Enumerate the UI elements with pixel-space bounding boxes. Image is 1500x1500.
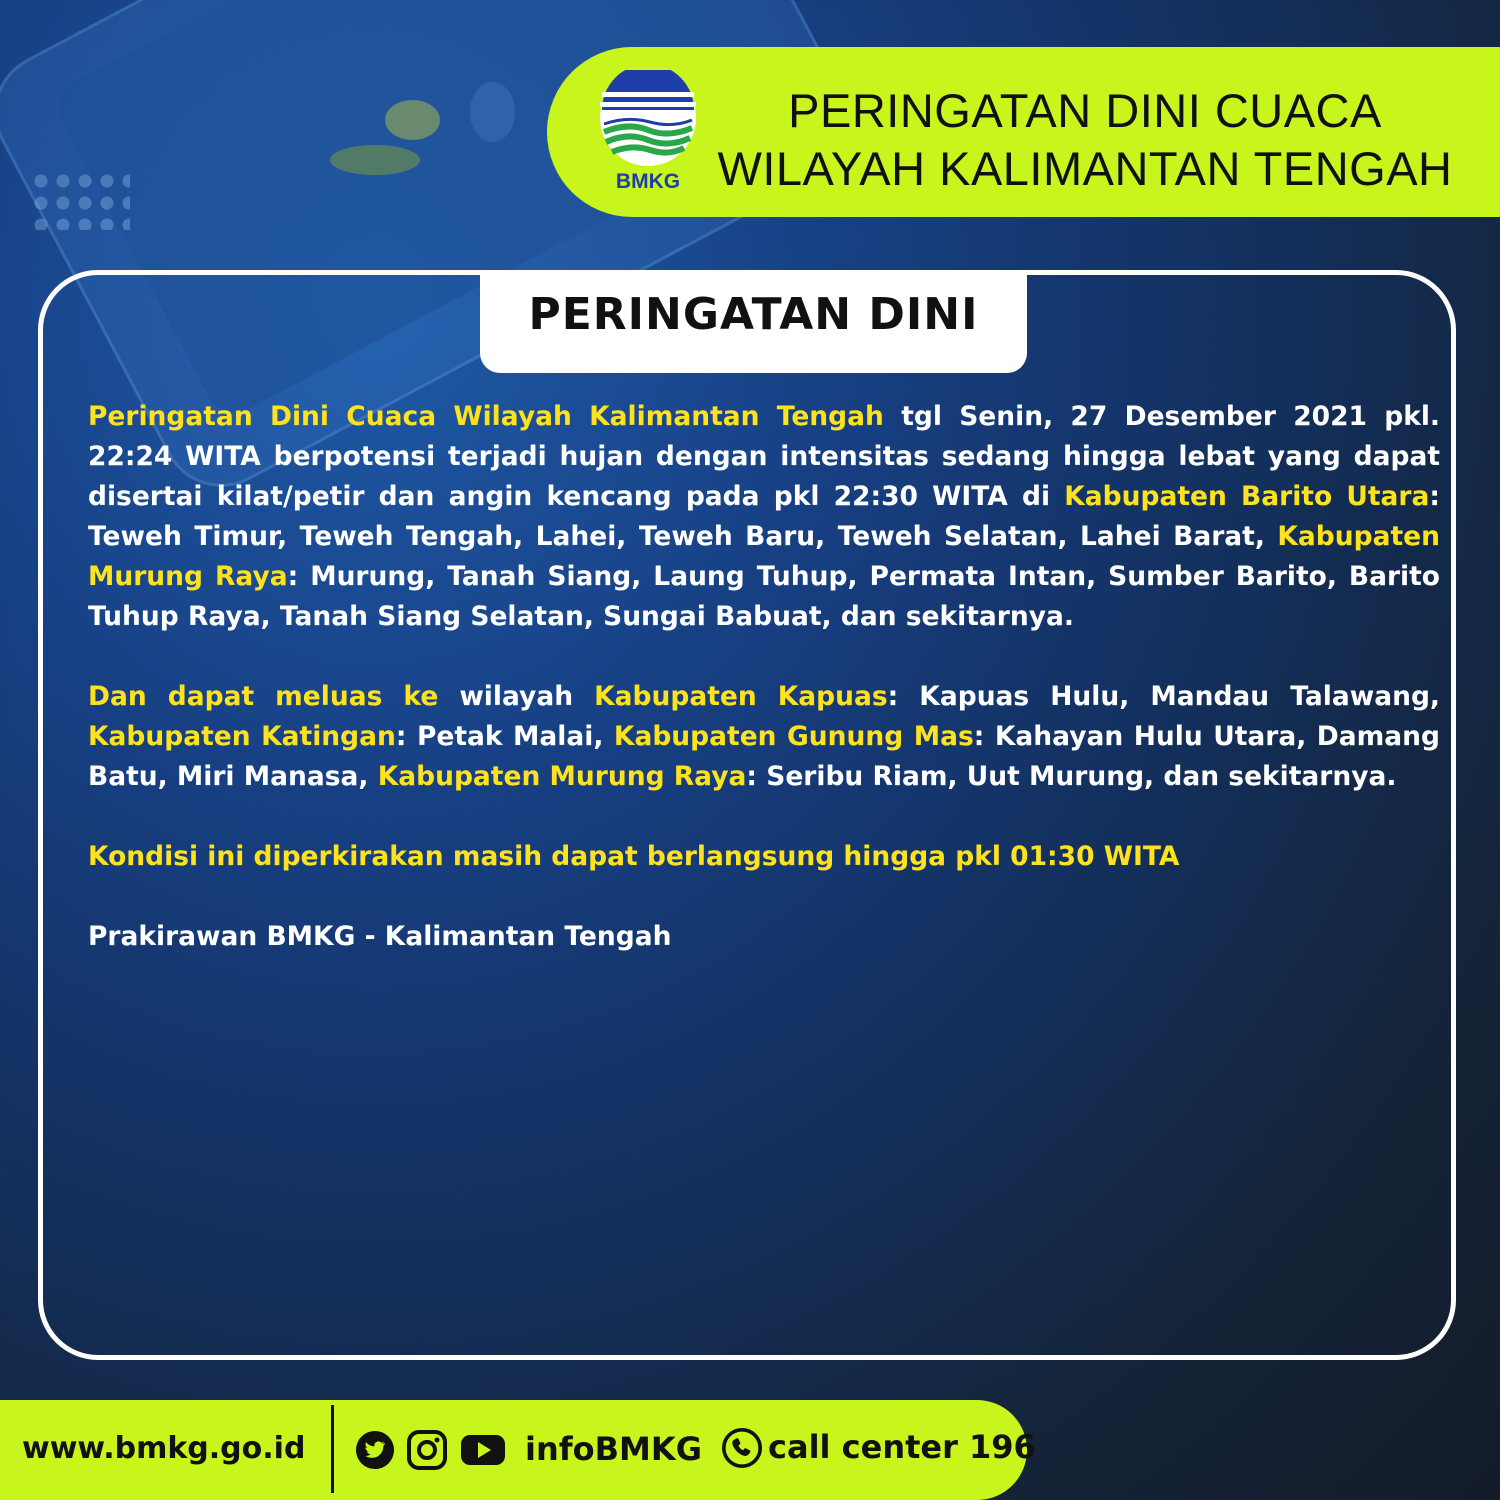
instagram-icon[interactable] [407, 1430, 447, 1470]
body-text: : Kahayan Hulu Utara, Damang Batu, Miri Manasa, [88, 721, 1441, 792]
call-center[interactable]: call center 196 [768, 1428, 1036, 1466]
header-title-line1: PERINGATAN DINI CUACA [788, 84, 1382, 137]
phone-icon [720, 1428, 764, 1468]
body-text: : Teweh Timur, Teweh Tengah, Lahei, Teweh Baru, Teweh Selatan, Lahei Barat, [88, 481, 1440, 552]
twitter-icon[interactable] [354, 1430, 396, 1470]
header-title [705, 82, 1465, 198]
highlighted-text: Kabupaten Murung Raya [88, 521, 1440, 592]
highlighted-text: Dan dapat meluas ke [88, 681, 439, 712]
body-text: : Murung, Tanah Siang, Laung Tuhup, Permata Intan, Sumber Barito, Barito Tuhup Raya, Tanah Siang Selatan, Sungai Babuat, dan sekitarnya. [88, 561, 1440, 632]
panel-title: PERINGATAN DINI [528, 289, 979, 340]
warning-content [88, 397, 1440, 997]
body-text: : Petak Malai, [395, 721, 614, 752]
youtube-icon[interactable] [460, 1430, 506, 1470]
panel-tab [480, 270, 1027, 373]
social-handle[interactable]: infoBMKG [525, 1430, 702, 1468]
forecaster-signature: Prakirawan BMKG - Kalimantan Tengah [88, 921, 672, 952]
highlighted-text: Kabupaten Kapuas [594, 681, 888, 712]
logo-text: BMKG [615, 170, 681, 193]
body-text: : Seribu Riam, Uut Murung, dan sekitarnya. [746, 761, 1397, 792]
highlighted-text: Kabupaten Barito Utara [1064, 481, 1430, 512]
background-island [330, 145, 420, 175]
warning-duration: Kondisi ini diperkirakan masih dapat berlangsung hingga pkl 01:30 WITA [88, 841, 1180, 872]
highlighted-text: Kabupaten Murung Raya [377, 761, 747, 792]
body-text: : Kapuas Hulu, Mandau Talawang, [887, 681, 1440, 712]
body-text: tgl Senin, 27 Desember 2021 pkl. 22:24 WITA berpotensi terjadi hujan dengan intensitas sedang hingga lebat yang dapat disertai kilat/petir dan angin kencang pada pkl 22:30 WITA di [88, 401, 1441, 512]
highlighted-text: Kabupaten Katingan [88, 721, 396, 752]
highlighted-text: Peringatan Dini Cuaca Wilayah Kalimantan Tengah [88, 401, 884, 432]
footer-divider [331, 1405, 334, 1493]
warning-paragraph-main [88, 397, 1440, 637]
highlighted-text: Kabupaten Gunung Mas [613, 721, 974, 752]
warning-paragraph-expansion [88, 677, 1440, 797]
body-text: wilayah [438, 681, 595, 712]
background-dots [30, 170, 130, 230]
bmkg-logo [598, 70, 698, 195]
header-title-line2: WILAYAH KALIMANTAN TENGAH [717, 142, 1453, 195]
background-island [470, 82, 515, 142]
background-island [385, 100, 440, 140]
website-link[interactable]: www.bmkg.go.id [22, 1431, 306, 1466]
